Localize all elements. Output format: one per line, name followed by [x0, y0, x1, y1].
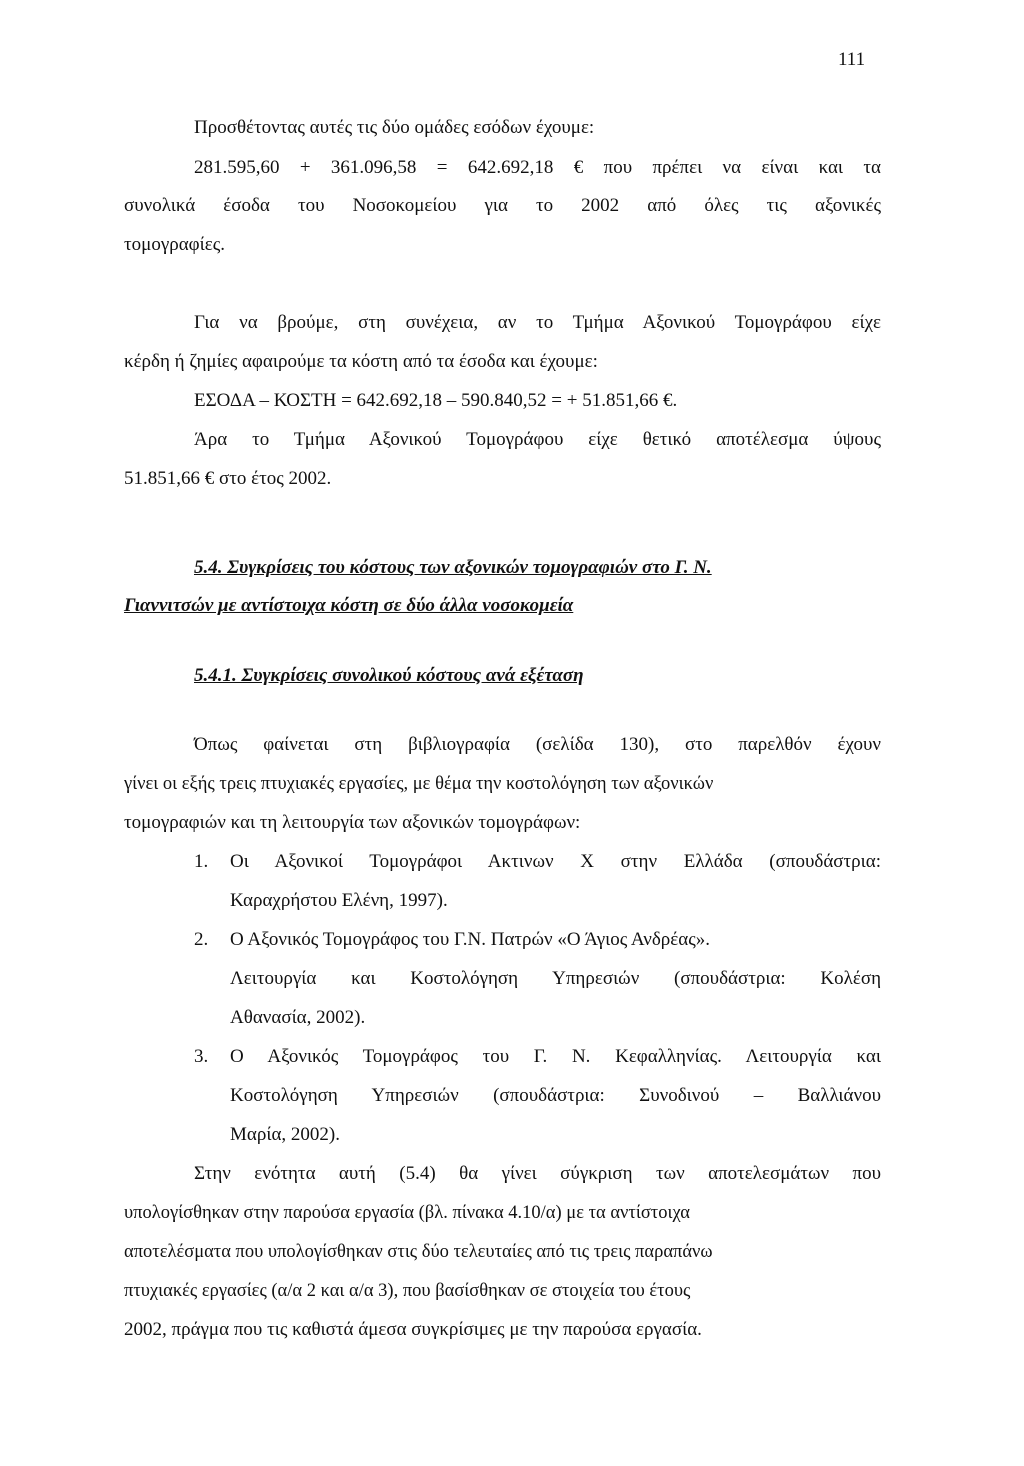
- body-line-1: Όπως φαίνεται στη βιβλιογραφία (σελίδα 130), στο παρελθόν έχουν: [194, 734, 881, 755]
- intro-line-4: τομογραφίες.: [124, 234, 225, 255]
- section-heading-line-1: 5.4. Συγκρίσεις του κόστους των αξονικών τομογραφιών στο Γ. Ν.: [194, 557, 712, 578]
- profit-line-3: Άρα το Τμήμα Αξονικού Τομογράφου είχε θετικό αποτέλεσμα ύψους: [194, 429, 881, 450]
- list-item-3-line-3: Μαρία, 2002).: [230, 1124, 340, 1145]
- list-item-1-line-1: Οι Αξονικοί Τομογράφοι Ακτινων Χ στην Ελλάδα (σπουδάστρια:: [230, 851, 881, 872]
- closing-line-3: αποτελέσματα που υπολογίσθηκαν στις δύο τελευταίες από τις τρεις παραπάνω: [124, 1242, 713, 1262]
- closing-line-1: Στην ενότητα αυτή (5.4) θα γίνει σύγκριση των αποτελεσμάτων που: [194, 1163, 881, 1184]
- list-item-3-line-1: Ο Αξονικός Τομογράφος του Γ. Ν. Κεφαλληνίας. Λειτουργία και: [230, 1046, 881, 1067]
- profit-line-4: 51.851,66 € στο έτος 2002.: [124, 468, 332, 489]
- intro-line-1: Προσθέτοντας αυτές τις δύο ομάδες εσόδων έχουμε:: [194, 117, 595, 138]
- subsection-heading: 5.4.1. Συγκρίσεις συνολικού κόστους ανά εξέταση: [194, 665, 584, 686]
- list-item-2-line-3: Αθανασία, 2002).: [230, 1007, 366, 1028]
- list-item-3-number: 3.: [194, 1046, 209, 1067]
- list-item-1-number: 1.: [194, 851, 209, 872]
- closing-line-5: 2002, πράγμα που τις καθιστά άμεσα συγκρίσιμες με την παρούσα εργασία.: [124, 1319, 702, 1340]
- body-line-3: τομογραφιών και τη λειτουργία των αξονικών τομογράφων:: [124, 812, 581, 833]
- intro-line-3: συνολικά έσοδα του Νοσοκομείου για το 2002 από όλες τις αξονικές: [124, 195, 881, 216]
- profit-line-2: κέρδη ή ζημίες αφαιρούμε τα κόστη από τα έσοδα και έχουμε:: [124, 351, 598, 372]
- page-number: 111: [838, 49, 866, 70]
- profit-formula: ΕΣΟΔΑ – ΚΟΣΤΗ = 642.692,18 – 590.840,52 = + 51.851,66 €.: [194, 390, 678, 411]
- body-line-2: γίνει οι εξής τρεις πτυχιακές εργασίες, με θέμα την κοστολόγηση των αξονικών: [124, 774, 714, 794]
- list-item-2-line-1: Ο Αξονικός Τομογράφος του Γ.Ν. Πατρών «Ο Άγιος Ανδρέας».: [230, 929, 710, 950]
- list-item-1-line-2: Καραχρήστου Ελένη, 1997).: [230, 890, 448, 911]
- profit-line-1: Για να βρούμε, στη συνέχεια, αν το Τμήμα Αξονικού Τομογράφου είχε: [194, 312, 881, 333]
- section-heading-line-2: Γιαννιτσών με αντίστοιχα κόστη σε δύο άλλα νοσοκομεία: [124, 595, 574, 616]
- list-item-3-line-2: Κοστολόγηση Υπηρεσιών (σπουδάστρια: Συνοδινού – Βαλλιάνου: [230, 1085, 881, 1106]
- closing-line-4: πτυχιακές εργασίες (α/α 2 και α/α 3), που βασίσθηκαν σε στοιχεία του έτους: [124, 1281, 691, 1301]
- list-item-2-line-2: Λειτουργία και Κοστολόγηση Υπηρεσιών (σπουδάστρια: Κολέση: [230, 968, 881, 989]
- closing-line-2: υπολογίσθηκαν στην παρούσα εργασία (βλ. πίνακα 4.10/α) με τα αντίστοιχα: [124, 1203, 690, 1223]
- list-item-2-number: 2.: [194, 929, 209, 950]
- intro-line-2: 281.595,60 + 361.096,58 = 642.692,18 € που πρέπει να είναι και τα: [194, 157, 881, 178]
